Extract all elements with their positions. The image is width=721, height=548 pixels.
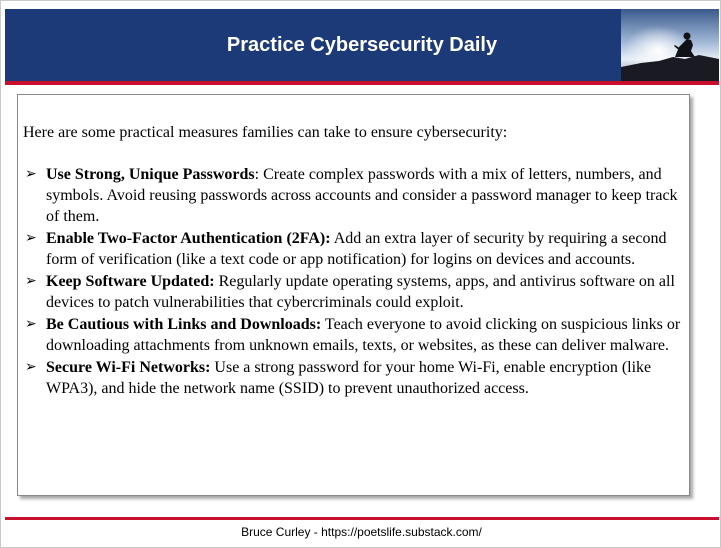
arrowhead-bullet-icon: ➢ xyxy=(25,316,37,332)
bullet-text: Regularly update operating systems, apps, and antivirus software on all devices to patch vulnerabilities that cybercriminals could exploit. xyxy=(46,273,675,311)
bullet-title: Enable Two-Factor Authentication (2FA): xyxy=(46,230,331,247)
bullet-text: Teach everyone to avoid clicking on suspicious links or downloading attachments from unknown emails, texts, or websites, as these can deliver malware. xyxy=(46,316,681,354)
bullet-text: Use a strong password for your home Wi-Fi, enable encryption (like WPA3), and hide the network name (SSID) to prevent unauthorized access. xyxy=(46,359,652,397)
bullet-title: Be Cautious with Links and Downloads: xyxy=(46,316,322,333)
arrowhead-bullet-icon: ➢ xyxy=(25,359,37,375)
intro-text: Here are some practical measures families can take to ensure cybersecurity: xyxy=(23,124,508,141)
silhouette-photo-graphic xyxy=(621,9,719,81)
arrowhead-bullet-icon: ➢ xyxy=(25,166,37,182)
list-item xyxy=(23,271,687,313)
bullet-title: Secure Wi-Fi Networks: xyxy=(46,359,211,376)
slide-title: Practice Cybersecurity Daily xyxy=(226,33,498,56)
list-item xyxy=(23,357,687,399)
list-item xyxy=(23,314,687,356)
bullet-text: Add an extra layer of security by requiring a second form of verification (like a text code or app notification) for logins on devices and accounts. xyxy=(46,230,667,268)
list-item xyxy=(23,164,687,227)
bullet-title: Keep Software Updated: xyxy=(46,273,215,290)
silhouette-photo xyxy=(621,9,719,81)
bullet-text: : Create complex passwords with a mix of letters, numbers, and symbols. Avoid reusing passwords across accounts and consider a password manager to keep track of them. xyxy=(46,166,678,225)
arrowhead-bullet-icon: ➢ xyxy=(25,273,37,289)
arrowhead-bullet-icon: ➢ xyxy=(25,230,37,246)
bullet-list xyxy=(23,164,687,400)
bullet-title: Use Strong, Unique Passwords xyxy=(46,166,255,183)
list-item xyxy=(23,228,687,270)
footer-accent-rule xyxy=(5,517,719,520)
header-accent-rule xyxy=(5,81,719,85)
footer-credit: Bruce Curley - https://poetslife.substack.com/ xyxy=(241,525,482,539)
